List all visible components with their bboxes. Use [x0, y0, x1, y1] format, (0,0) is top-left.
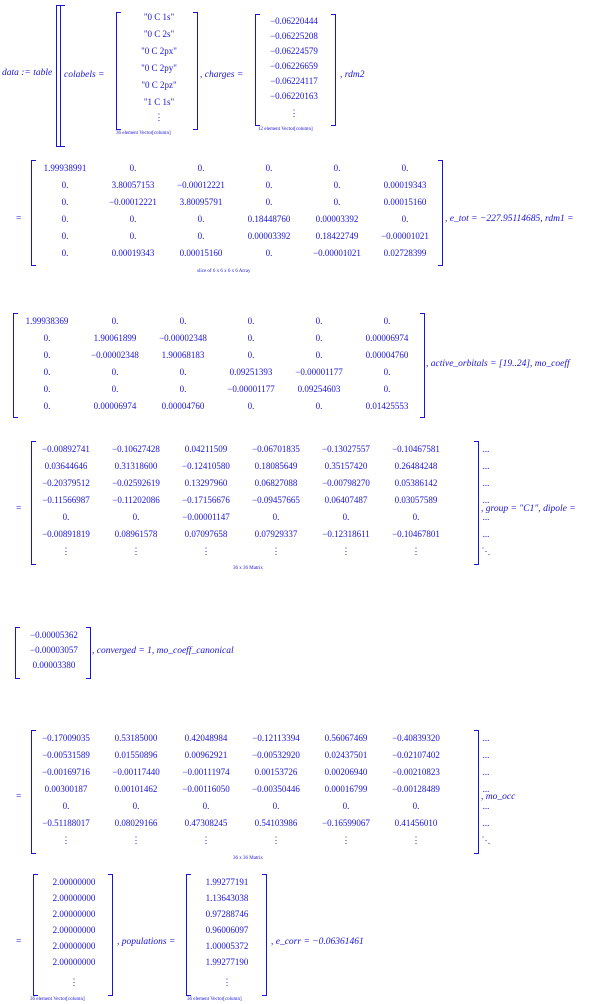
vector-entry: 0.96006097 [205, 925, 249, 935]
matrix-cell: 0.00101462 [114, 784, 158, 794]
matrix-cell: ⋮ [61, 546, 71, 556]
matrix-cell: 0. [43, 384, 51, 394]
mo-coeff-equals: = [16, 504, 22, 514]
matrix-cell: 0.01550896 [114, 750, 158, 760]
matrix-cell: 0. [179, 367, 187, 377]
matrix-cell: −0.00532920 [252, 750, 300, 760]
matrix-cell: 0.18448760 [247, 214, 291, 224]
mo-occ-caption: 36 element Vector[column] [30, 997, 85, 1002]
matrix-cell: 0. [401, 163, 409, 173]
matrix-cell: −0.00892741 [42, 444, 90, 454]
dipole-tail: , converged = 1, mo_coeff_canonical [92, 646, 234, 656]
mo-canonical-close-bracket [474, 730, 479, 854]
matrix-cell: ⋮ [341, 546, 351, 556]
matrix-cell: 0.01425553 [365, 401, 409, 411]
rdm1-close-bracket [420, 313, 425, 418]
matrix-cell: −0.20379512 [42, 478, 90, 488]
matrix-cell: −0.00116050 [182, 784, 230, 794]
vector-entry: 0.00003380 [32, 660, 76, 670]
vector-entry: −0.06224579 [270, 46, 318, 56]
mo-occ-open-bracket [33, 874, 38, 996]
charges-label: , charges = [200, 70, 244, 80]
populations-caption: 36 element Vector[column] [187, 997, 242, 1002]
matrix-cell: 0. [197, 231, 205, 241]
vector-entry: −0.06220444 [270, 16, 318, 26]
matrix-cell: −0.40839320 [392, 733, 440, 743]
matrix-cell: 0. [111, 367, 119, 377]
matrix-cell: −0.00210823 [392, 767, 440, 777]
matrix-cell: −0.10627428 [112, 444, 160, 454]
matrix-cell: 3.80057153 [111, 180, 155, 190]
matrix-cell: 0. [179, 384, 187, 394]
matrix-cell: 0.00015160 [383, 197, 427, 207]
matrix-cell: −0.00798270 [322, 478, 370, 488]
matrix-cell: −0.16599067 [322, 818, 370, 828]
matrix-cell: −0.00001177 [227, 384, 275, 394]
vector-entry: "1 C 1s" [143, 97, 175, 107]
matrix-cell: −0.17156676 [182, 495, 230, 505]
matrix-cell: 0. [132, 512, 140, 522]
matrix-cell: 0. [61, 248, 69, 258]
vector-entry: −0.00003057 [30, 645, 78, 655]
vector-entry: 2.00000000 [52, 941, 96, 951]
matrix-cell: −0.00891819 [42, 529, 90, 539]
matrix-cell: −0.00002348 [91, 350, 139, 360]
populations-close-bracket [262, 874, 267, 996]
matrix-cell: 0.07097658 [184, 529, 228, 539]
matrix-cell: 0.41456010 [394, 818, 438, 828]
vector-entry: 2.00000000 [52, 925, 96, 935]
matrix-cell: ... [482, 801, 490, 811]
vector-entry: 1.00005372 [205, 941, 249, 951]
matrix-cell: 0. [333, 180, 341, 190]
charges-close-bracket [331, 14, 336, 126]
matrix-cell: 0.08961578 [114, 529, 158, 539]
matrix-cell: 0. [272, 801, 280, 811]
matrix-cell: 0.03057589 [394, 495, 438, 505]
matrix-cell: 0.42048984 [184, 733, 228, 743]
matrix-cell: −0.00001147 [182, 512, 230, 522]
matrix-cell: −0.11566987 [42, 495, 90, 505]
matrix-cell: 0.00006974 [93, 401, 137, 411]
matrix-cell: 0.53185000 [114, 733, 158, 743]
matrix-cell: −0.10467801 [392, 529, 440, 539]
vector-entry: "0 C 2pz" [141, 80, 177, 90]
vector-entry: −0.06226659 [270, 61, 318, 71]
mo-canonical-caption: 36 x 36 Matrix [233, 856, 263, 861]
matrix-cell: 0. [265, 197, 273, 207]
matrix-cell: −0.12113394 [252, 733, 300, 743]
matrix-cell: −0.00531589 [42, 750, 90, 760]
matrix-cell: 0. [61, 231, 69, 241]
matrix-cell: −0.00001177 [295, 367, 343, 377]
matrix-cell: 0. [43, 367, 51, 377]
matrix-cell: −0.51188017 [42, 818, 90, 828]
vector-entry: 2.00000000 [52, 957, 96, 967]
matrix-cell: 0. [383, 384, 391, 394]
matrix-cell: ⋮ [411, 546, 421, 556]
colabels-caption: 36 element Vector[column] [116, 131, 171, 136]
populations-label: , populations = [117, 937, 176, 947]
matrix-cell: ⋮ [271, 546, 281, 556]
matrix-cell: −0.00002348 [159, 333, 207, 343]
dipole-close-bracket [86, 627, 91, 679]
matrix-cell: 0. [247, 401, 255, 411]
rdm1-matrix [16, 316, 422, 416]
matrix-cell: −0.10467581 [392, 444, 440, 454]
matrix-cell: 1.99938991 [43, 163, 87, 173]
matrix-cell: ⋮ [131, 546, 141, 556]
matrix-cell: ... [482, 495, 490, 505]
matrix-cell: 0.00003392 [315, 214, 359, 224]
vector-entry: 2.00000000 [52, 877, 96, 887]
matrix-cell: −0.11202086 [112, 495, 160, 505]
vector-entry: 1.13643038 [205, 893, 249, 903]
matrix-cell: 3.80095791 [179, 197, 223, 207]
matrix-cell: ⋮ [201, 835, 211, 845]
matrix-cell: 0. [383, 316, 391, 326]
matrix-cell: 0. [62, 801, 70, 811]
matrix-cell: ⋮ [341, 835, 351, 845]
matrix-cell: ... [482, 444, 490, 454]
mo-coeff-tail: , group = "C1", dipole = [481, 504, 576, 514]
matrix-cell: ... [482, 461, 490, 471]
matrix-cell: 0. [342, 512, 350, 522]
matrix-cell: 0. [342, 801, 350, 811]
colabels-label: colabels = [64, 70, 105, 80]
matrix-cell: 0.00019343 [111, 248, 155, 258]
matrix-cell: 0.02437501 [324, 750, 368, 760]
rdm2-equals: = [16, 214, 22, 224]
matrix-cell: −0.00117440 [112, 767, 160, 777]
matrix-cell: 0.47308245 [184, 818, 228, 828]
charges-ellipsis: ⋮ [289, 108, 299, 118]
matrix-cell: 0. [62, 512, 70, 522]
matrix-cell: ... [482, 512, 490, 522]
matrix-cell: 0.13297960 [184, 478, 228, 488]
matrix-cell: 0.00006974 [365, 333, 409, 343]
matrix-cell: 0. [412, 801, 420, 811]
matrix-cell: 0. [265, 248, 273, 258]
matrix-cell: 0. [333, 163, 341, 173]
mo-coeff-matrix [34, 444, 491, 562]
matrix-cell: −0.00350446 [252, 784, 300, 794]
matrix-cell: 0. [333, 197, 341, 207]
matrix-cell: 0. [247, 333, 255, 343]
matrix-cell: 0.35157420 [324, 461, 368, 471]
matrix-cell: 1.90068183 [161, 350, 205, 360]
matrix-cell: −0.02592619 [112, 478, 160, 488]
matrix-cell: 0.18085649 [254, 461, 298, 471]
matrix-cell: −0.00012221 [177, 180, 225, 190]
matrix-cell: ⋮ [411, 835, 421, 845]
matrix-cell: 0.05386142 [394, 478, 438, 488]
vector-entry: "0 C 1s" [143, 12, 175, 22]
matrix-cell: 0. [43, 401, 51, 411]
vector-entry: 1.99277191 [205, 877, 249, 887]
matrix-cell: ⋱ [481, 546, 491, 556]
matrix-cell: 0. [197, 163, 205, 173]
matrix-cell: 0.03644646 [44, 461, 88, 471]
matrix-cell: 0. [383, 367, 391, 377]
colabels-close-bracket [193, 12, 198, 130]
vector-entry: 1.99277190 [205, 957, 249, 967]
matrix-cell: 0. [43, 333, 51, 343]
matrix-cell: 0.00153726 [254, 767, 298, 777]
mo-coeff-caption: 36 x 36 Matrix [233, 566, 263, 571]
rdm2-tail: , e_tot = −227.95114685, rdm1 = [445, 214, 574, 224]
matrix-cell: 0. [315, 401, 323, 411]
matrix-cell: 1.99938369 [25, 316, 69, 326]
matrix-cell: 0. [129, 163, 137, 173]
matrix-cell: 0.00019343 [383, 180, 427, 190]
matrix-cell: ... [482, 733, 490, 743]
vector-entry: −0.06224117 [270, 76, 318, 86]
matrix-cell: 0. [202, 801, 210, 811]
mo-canonical-matrix [34, 733, 491, 851]
matrix-cell: ... [482, 529, 490, 539]
assignment-lhs: data := table [2, 68, 53, 78]
matrix-cell: −0.13027557 [322, 444, 370, 454]
colabels-ellipsis: ⋮ [154, 112, 164, 122]
matrix-cell: 0.26484248 [394, 461, 438, 471]
matrix-cell: ⋮ [131, 835, 141, 845]
matrix-cell: 0. [247, 350, 255, 360]
colabels-open-bracket [116, 12, 121, 130]
rdm2-matrix [34, 163, 440, 263]
matrix-cell: −0.00169716 [42, 767, 90, 777]
matrix-cell: −0.09457665 [252, 495, 300, 505]
matrix-cell: 0.02728399 [383, 248, 427, 258]
populations-ellipsis: ⋮ [222, 977, 232, 987]
matrix-cell: 0. [272, 512, 280, 522]
matrix-cell: ... [482, 818, 490, 828]
matrix-cell: ⋮ [61, 835, 71, 845]
matrix-cell: 0.00004760 [161, 401, 205, 411]
matrix-cell: 0.00004760 [365, 350, 409, 360]
matrix-cell: −0.00012221 [109, 197, 157, 207]
matrix-cell: 0. [129, 214, 137, 224]
vector-entry: "0 C 2s" [143, 29, 175, 39]
matrix-cell: 0.04211509 [184, 444, 228, 454]
matrix-cell: 0. [247, 316, 255, 326]
matrix-cell: 0. [315, 350, 323, 360]
matrix-cell: 0. [401, 214, 409, 224]
mo-coeff-close-bracket [474, 441, 479, 565]
matrix-cell: 0. [111, 384, 119, 394]
matrix-cell: 0.54103986 [254, 818, 298, 828]
matrix-cell: 0.09251393 [229, 367, 273, 377]
vector-entry: "0 C 2px" [141, 46, 177, 56]
vector-entry: 0.97288746 [205, 909, 249, 919]
matrix-cell: 0. [61, 197, 69, 207]
matrix-cell: 0. [61, 214, 69, 224]
matrix-cell: 0. [43, 350, 51, 360]
matrix-cell: 0.08029166 [114, 818, 158, 828]
charges-caption: 12 element Vector[column] [258, 127, 313, 132]
matrix-cell: 1.90061899 [93, 333, 137, 343]
mo-occ-close-bracket [108, 874, 113, 996]
rdm2-close-bracket [438, 160, 443, 266]
matrix-cell: 0. [412, 512, 420, 522]
mo-canonical-tail: , mo_occ [481, 792, 516, 802]
matrix-cell: ... [482, 784, 490, 794]
matrix-cell: −0.12410580 [182, 461, 230, 471]
matrix-cell: 0. [197, 214, 205, 224]
matrix-cell: 0. [265, 163, 273, 173]
matrix-cell: 0.06407487 [324, 495, 368, 505]
matrix-cell: −0.00001021 [381, 231, 429, 241]
vector-entry: 2.00000000 [52, 893, 96, 903]
matrix-cell: 0.00206940 [324, 767, 368, 777]
matrix-cell: ⋮ [271, 835, 281, 845]
matrix-cell: 0. [265, 180, 273, 190]
matrix-cell: −0.02107402 [392, 750, 440, 760]
mo-occ-ellipsis: ⋮ [69, 977, 79, 987]
matrix-cell: 0. [315, 333, 323, 343]
matrix-cell: −0.06701835 [252, 444, 300, 454]
matrix-cell: ... [482, 750, 490, 760]
matrix-cell: ... [482, 767, 490, 777]
matrix-cell: −0.17009035 [42, 733, 90, 743]
mo-canonical-equals: = [16, 792, 22, 802]
matrix-cell: 0.09254603 [297, 384, 341, 394]
mo-occ-equals: = [16, 937, 22, 947]
e-corr-tail: , e_corr = −0.06361461 [271, 937, 364, 947]
matrix-cell: −0.00128489 [392, 784, 440, 794]
vector-entry: −0.00005362 [30, 630, 78, 640]
matrix-cell: 0.31318600 [114, 461, 158, 471]
vector-entry: −0.06225208 [270, 31, 318, 41]
matrix-cell: ... [482, 478, 490, 488]
matrix-cell: −0.12318611 [322, 529, 370, 539]
matrix-cell: 0.00003392 [247, 231, 291, 241]
vector-entry: "0 C 2py" [141, 63, 177, 73]
matrix-cell: 0.00015160 [179, 248, 223, 258]
vector-entry: −0.06220163 [270, 91, 318, 101]
matrix-cell: 0. [129, 231, 137, 241]
matrix-cell: 0.18422749 [315, 231, 359, 241]
matrix-cell: 0. [315, 316, 323, 326]
matrix-cell: 0.00962921 [184, 750, 228, 760]
matrix-cell: 0. [179, 316, 187, 326]
matrix-cell: 0. [111, 316, 119, 326]
rdm1-tail: , active_orbitals = [19..24], mo_coeff [426, 359, 570, 369]
vector-entry: 2.00000000 [52, 909, 96, 919]
matrix-cell: 0.56067469 [324, 733, 368, 743]
matrix-cell: ⋱ [481, 835, 491, 845]
matrix-cell: −0.00001021 [313, 248, 361, 258]
rdm2-caption: slice of 6 x 6 x 6 x 6 Array [197, 269, 251, 274]
matrix-cell: 0. [61, 180, 69, 190]
matrix-cell: ⋮ [201, 546, 211, 556]
matrix-cell: 0.07929337 [254, 529, 298, 539]
matrix-cell: 0.00300187 [44, 784, 88, 794]
matrix-cell: 0.06827088 [254, 478, 298, 488]
matrix-cell: −0.00111974 [182, 767, 230, 777]
matrix-cell: 0.00016799 [324, 784, 368, 794]
header-tail: , rdm2 [340, 70, 365, 80]
populations-open-bracket [186, 874, 191, 996]
matrix-cell: 0. [132, 801, 140, 811]
